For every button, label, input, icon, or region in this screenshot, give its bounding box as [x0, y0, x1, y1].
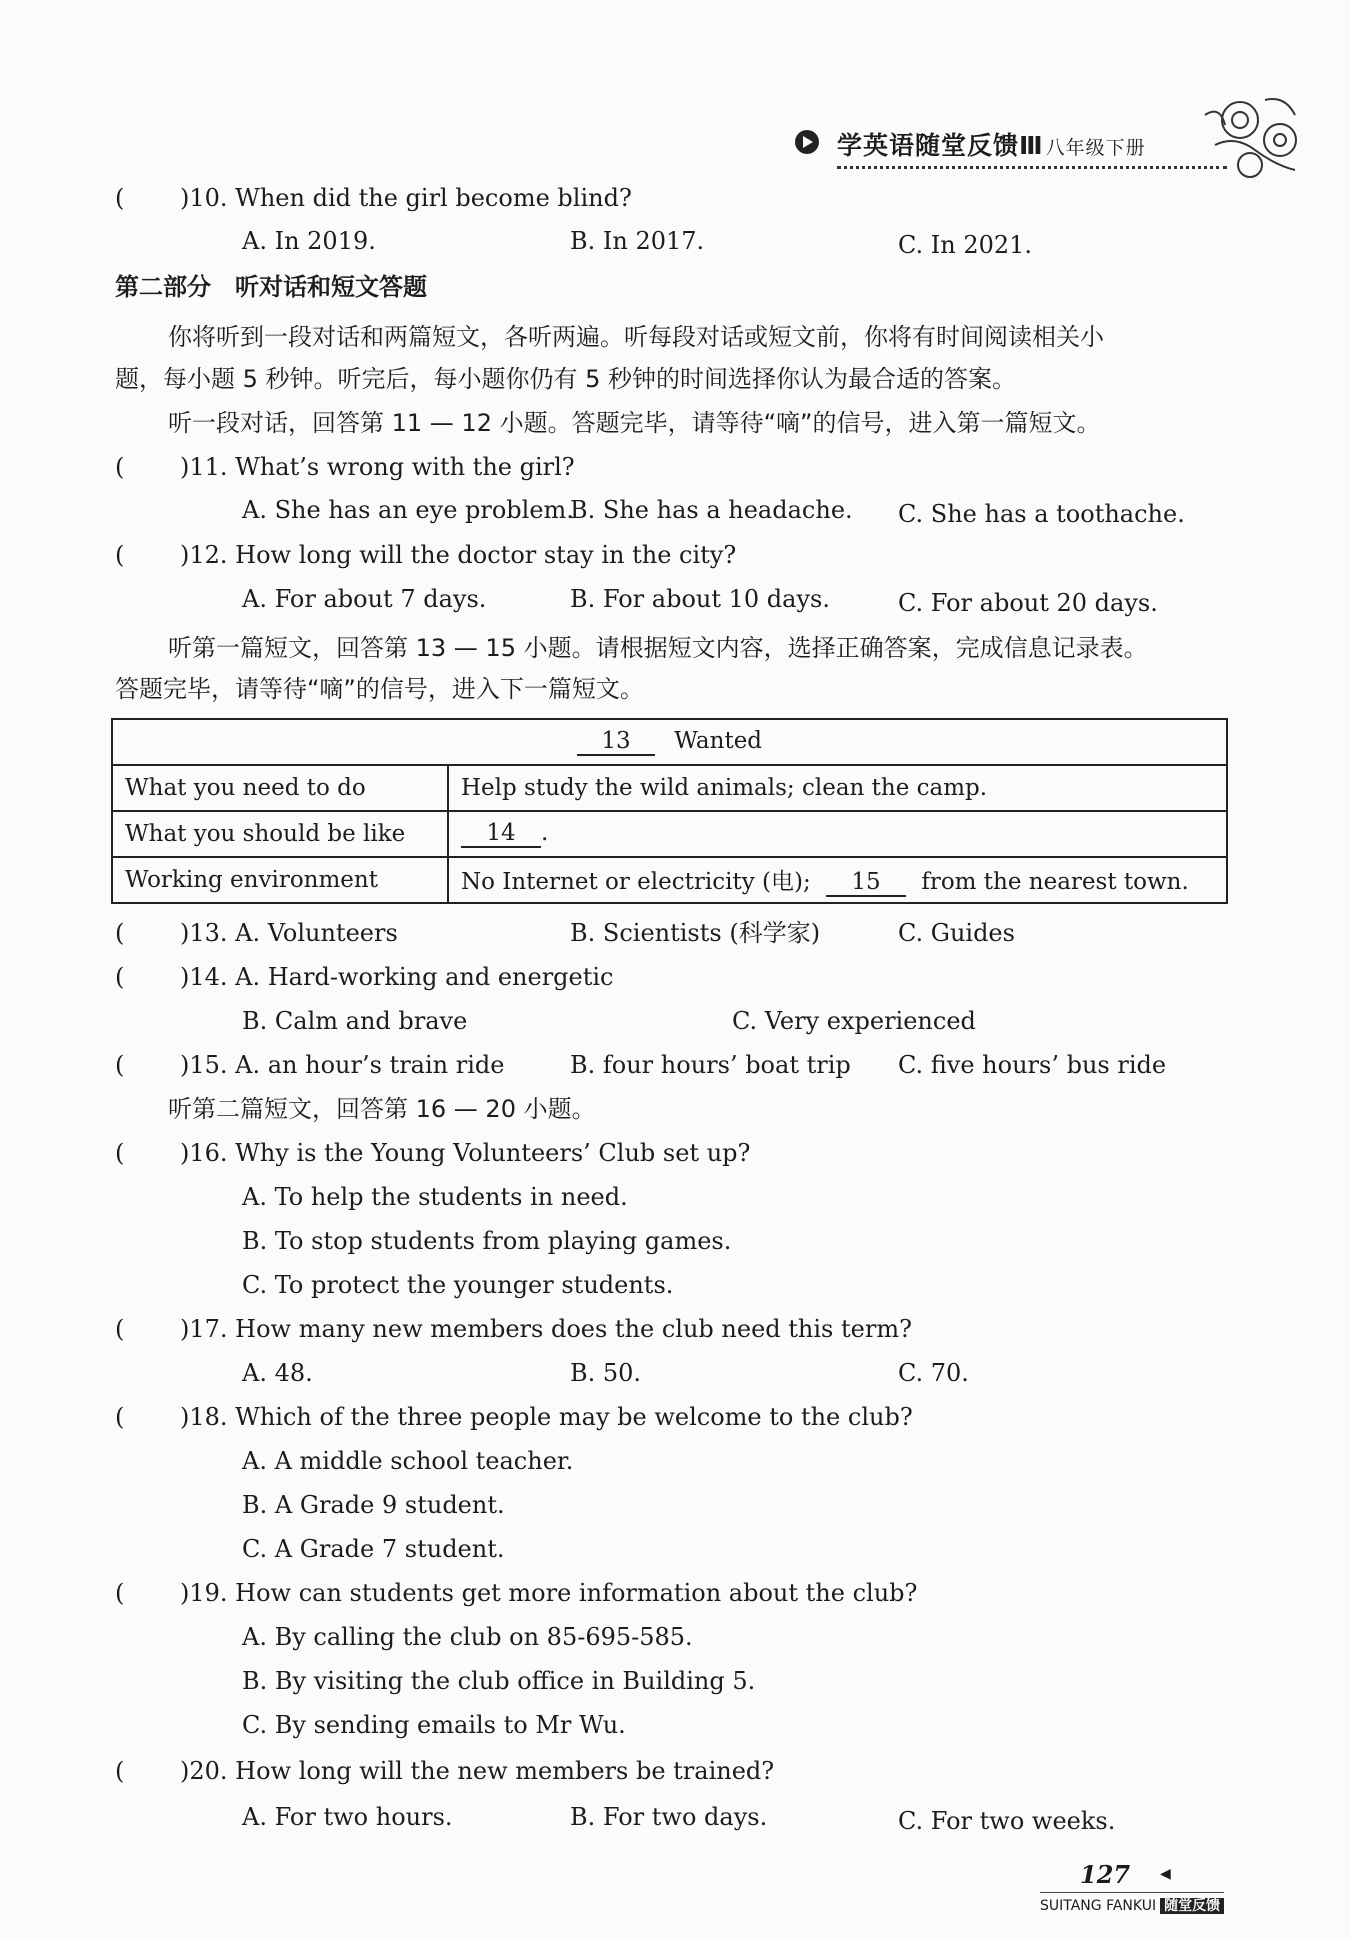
section-heading: 第二部分 听对话和短文答题: [115, 273, 427, 301]
table-title-cell: [112, 719, 1227, 765]
passage-1-instructions-2: 答题完毕，请等待“嘀”的信号，进入下一篇短文。: [115, 675, 644, 703]
answer-paren: (: [115, 184, 125, 212]
instructions-line-1: 你将听到一段对话和两篇短文，各听两遍。听每段对话或短文前，你将有时间阅读相关小: [168, 323, 1104, 351]
answer-blank-15: 15: [826, 869, 906, 897]
option-b: B. A Grade 9 student.: [242, 1491, 505, 1519]
answer-paren: (: [115, 1403, 125, 1431]
row-prefix: No Internet or electricity (电);: [461, 869, 811, 895]
question-stem: )11. What’s wrong with the girl?: [180, 453, 575, 481]
question-stem: )20. How long will the new members be trained?: [180, 1757, 775, 1785]
instructions-line-2: 题，每小题 5 秒钟。听完后，每小题你仍有 5 秒钟的时间选择你认为最合适的答案。: [115, 365, 1017, 393]
question-stem: )12. How long will the doctor stay in the city?: [180, 541, 737, 569]
passage-2-instructions: 听第二篇短文，回答第 16 — 20 小题。: [168, 1095, 596, 1123]
answer-paren: (: [115, 919, 125, 947]
table-title: Wanted: [674, 728, 763, 754]
option-b: B. In 2017.: [570, 227, 705, 255]
question-stem: )18. Which of the three people may be welcome to the club?: [180, 1403, 913, 1431]
dialogue-instructions: 听一段对话，回答第 11 — 12 小题。答题完毕，请等待“嘀”的信号，进入第一篇短文。: [168, 409, 1101, 437]
row-label: What you should be like: [112, 811, 448, 857]
option-b: B. 50.: [570, 1359, 642, 1387]
option-a: A. For about 7 days.: [242, 585, 487, 613]
answer-paren: (: [115, 541, 125, 569]
passage-1-instructions: 听第一篇短文，回答第 13 — 15 小题。请根据短文内容，选择正确答案，完成信息记录表。: [168, 634, 1148, 662]
table-title-row: [112, 719, 1227, 765]
book-grade: 八年级下册: [1045, 137, 1146, 159]
question-stem: )15. A. an hour’s train ride: [180, 1051, 505, 1079]
row-value: Help study the wild animals; clean the camp.: [448, 765, 1227, 811]
row-value: [448, 811, 1227, 857]
row-suffix: from the nearest town.: [921, 869, 1189, 895]
table-row: [112, 811, 1227, 857]
option-c: C. five hours’ bus ride: [898, 1051, 1167, 1079]
answer-blank-13: 13: [577, 728, 655, 756]
option-c: C. Very experienced: [732, 1007, 976, 1035]
row-suffix: .: [541, 820, 549, 846]
answer-paren: (: [115, 1315, 125, 1343]
option-a: A. She has an eye problem.: [242, 496, 574, 524]
option-c: C. For about 20 days.: [898, 589, 1158, 617]
option-b: B. Calm and brave: [242, 1007, 468, 1035]
footer-badge: 随堂反馈: [1160, 1898, 1224, 1914]
option-b: B. four hours’ boat trip: [570, 1051, 851, 1079]
information-table: [111, 718, 1228, 904]
question-stem: )14. A. Hard-working and energetic: [180, 963, 614, 991]
question-stem: )10. When did the girl become blind?: [180, 184, 632, 212]
question-stem: )17. How many new members does the club need this term?: [180, 1315, 912, 1343]
question-stem: )16. Why is the Young Volunteers’ Club set up?: [180, 1139, 751, 1167]
table-row: [112, 857, 1227, 903]
answer-blank-14: 14: [461, 820, 541, 848]
left-arrow-icon: ◀: [1160, 1866, 1171, 1882]
answer-paren: (: [115, 1139, 125, 1167]
option-a: A. In 2019.: [242, 227, 376, 255]
option-a: A. For two hours.: [242, 1803, 453, 1831]
answer-paren: (: [115, 453, 125, 481]
header-dotted-rule: [837, 166, 1227, 169]
option-b: B. To stop students from playing games.: [242, 1227, 732, 1255]
option-b: B. By visiting the club office in Building 5.: [242, 1667, 756, 1695]
footer-pinyin: SUITANG FANKUI: [1040, 1898, 1157, 1914]
option-c: C. A Grade 7 student.: [242, 1535, 505, 1563]
option-a: A. 48.: [242, 1359, 313, 1387]
option-c: C. For two weeks.: [898, 1807, 1116, 1835]
answer-paren: (: [115, 1051, 125, 1079]
book-title-main: 学英语随堂反馈Ⅲ: [837, 131, 1044, 160]
page-footer: [1040, 1860, 1290, 1920]
play-bullet-icon: [795, 130, 819, 154]
footer-label: [1040, 1892, 1224, 1915]
answer-paren: (: [115, 1757, 125, 1785]
option-c: C. In 2021.: [898, 231, 1033, 259]
option-b: B. She has a headache.: [570, 496, 853, 524]
row-label: Working environment: [112, 857, 448, 903]
book-title: [837, 126, 1146, 162]
option-b: B. For about 10 days.: [570, 585, 830, 613]
question-stem: )19. How can students get more information about the club?: [180, 1579, 918, 1607]
option-c: C. By sending emails to Mr Wu.: [242, 1711, 626, 1739]
option-c: C. 70.: [898, 1359, 969, 1387]
answer-paren: (: [115, 963, 125, 991]
question-stem: )13. A. Volunteers: [180, 919, 398, 947]
option-c: C. To protect the younger students.: [242, 1271, 674, 1299]
row-value: [448, 857, 1227, 903]
floral-decoration-icon: [1195, 85, 1315, 195]
option-a: A. A middle school teacher.: [242, 1447, 574, 1475]
page-number: 127: [1080, 1860, 1131, 1889]
option-c: C. Guides: [898, 919, 1015, 947]
table-row: [112, 765, 1227, 811]
option-b: B. Scientists (科学家): [570, 919, 821, 947]
option-c: C. She has a toothache.: [898, 500, 1185, 528]
option-a: A. To help the students in need.: [242, 1183, 628, 1211]
option-a: A. By calling the club on 85-695-585.: [242, 1623, 693, 1651]
answer-paren: (: [115, 1579, 125, 1607]
row-label: What you need to do: [112, 765, 448, 811]
option-b: B. For two days.: [570, 1803, 768, 1831]
